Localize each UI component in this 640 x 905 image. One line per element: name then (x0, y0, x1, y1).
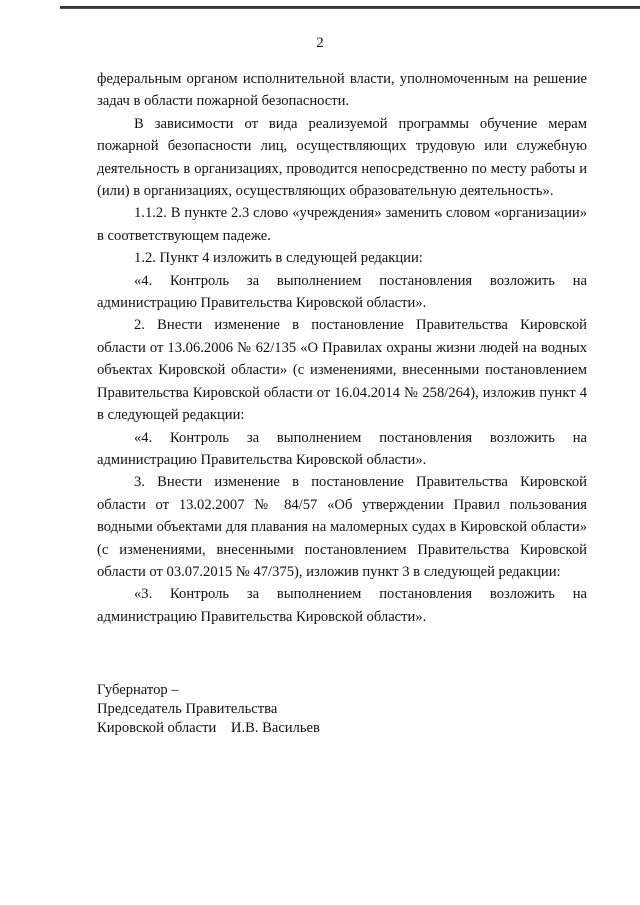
paragraph: 1.2. Пункт 4 изложить в следующей редакции: (134, 250, 423, 267)
paragraph: 2. Внести изменение в постановление Правительства Кировской области от 13.06.2006 № 62/135 «О Правилах охраны жизни людей на водных объектах Кировской области» (с изменениями, внесенными постановлением Правительства Кировской области от 16.04.2014 № 258/264), изложив пункт 4 в следующей редакции: (97, 317, 587, 424)
document-body (97, 68, 587, 628)
paragraph: федеральным органом исполнительной власти, уполномоченным на решение задач в области пожарной безопасности. (97, 71, 587, 110)
paragraph: В зависимости от вида реализуемой программы обучение мерам пожарной безопасности лиц, осуществляющих трудовую или служебную деятельность в организациях, проводится непосредственно по месту работы и (или) в организациях, осуществляющих образовательную деятельность». (97, 115, 587, 200)
signature-position: Председатель Правительства (97, 701, 278, 717)
signature-block (97, 681, 320, 738)
paragraph: 3. Внести изменение в постановление Правительства Кировской области от 13.02.2007 № 84/57 «Об утверждении Правил пользования водными объектами для плавания на маломерных судах в Кировской области» (с изменениями, внесенными постановлением Правительства Кировской области от 03.07.2015 № 47/375), изложив пункт 3 в следующей редакции: (97, 474, 587, 580)
signature-name: Кировской области И.В. Васильев (97, 720, 320, 736)
paragraph: 1.1.2. В пункте 2.3 слово «учреждения» заменить словом «организации» в соответствующем падеже. (97, 205, 587, 244)
top-border-line (60, 6, 640, 9)
paragraph: «4. Контроль за выполнением постановления возложить на администрацию Правительства Кировской области». (97, 272, 587, 312)
paragraph: «4. Контроль за выполнением постановления возложить на администрацию Правительства Кировской области». (97, 429, 587, 468)
page-number: 2 (316, 35, 324, 51)
paragraph: «3. Контроль за выполнением постановления возложить на администрацию Правительства Кировской области». (97, 586, 587, 625)
signature-title: Губернатор – (97, 682, 179, 698)
